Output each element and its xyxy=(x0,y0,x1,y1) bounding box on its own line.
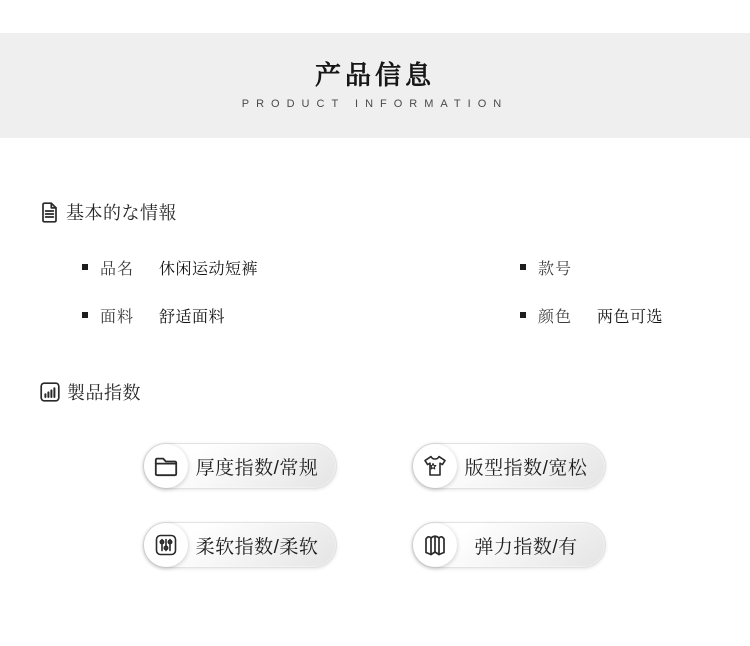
spec-item-product-name xyxy=(82,257,520,277)
pill-label: 版型指数/宽松 xyxy=(464,457,588,479)
spec-label: 款号 xyxy=(538,260,573,278)
product-info-page xyxy=(0,33,750,646)
spec-label: 面料 xyxy=(100,308,135,326)
spec-label: 颜色 xyxy=(538,308,573,326)
spec-item-fabric xyxy=(82,305,520,325)
spec-item-color xyxy=(520,305,750,325)
page-title: 产品信息 xyxy=(314,59,435,90)
section-basic-info-header xyxy=(40,200,750,224)
folder-icon xyxy=(144,444,188,488)
page-subtitle: PRODUCT INFORMATION xyxy=(241,98,509,111)
pill-label: 厚度指数/常规 xyxy=(195,457,319,479)
pill-thickness-index xyxy=(143,443,337,489)
spec-value: 两色可选 xyxy=(597,308,664,326)
pill-fit-index xyxy=(412,443,606,489)
section-product-index-title: 製品指数 xyxy=(67,383,141,403)
spec-label: 品名 xyxy=(100,260,135,278)
document-icon xyxy=(40,202,59,223)
spec-value: 舒适面料 xyxy=(159,308,226,326)
spec-value: 休闲运动短裤 xyxy=(159,260,259,278)
bullet-square-icon xyxy=(520,264,526,270)
pill-elasticity-index xyxy=(412,522,606,568)
bullet-square-icon xyxy=(82,264,88,270)
pill-label: 弹力指数/有 xyxy=(474,536,578,558)
index-pill-grid xyxy=(0,443,750,568)
bullet-square-icon xyxy=(82,312,88,318)
section-product-index-header xyxy=(40,380,750,404)
bar-chart-icon xyxy=(40,382,60,402)
pill-label: 柔软指数/柔软 xyxy=(195,536,319,558)
folded-fabric-icon xyxy=(413,523,457,567)
header-banner xyxy=(0,33,750,138)
tshirt-star-icon xyxy=(413,444,457,488)
pill-softness-index xyxy=(143,522,337,568)
sliders-icon xyxy=(144,523,188,567)
bullet-square-icon xyxy=(520,312,526,318)
spec-grid xyxy=(0,257,750,325)
spec-item-style-number xyxy=(520,257,750,277)
section-basic-info-title: 基本的な情報 xyxy=(66,203,177,223)
